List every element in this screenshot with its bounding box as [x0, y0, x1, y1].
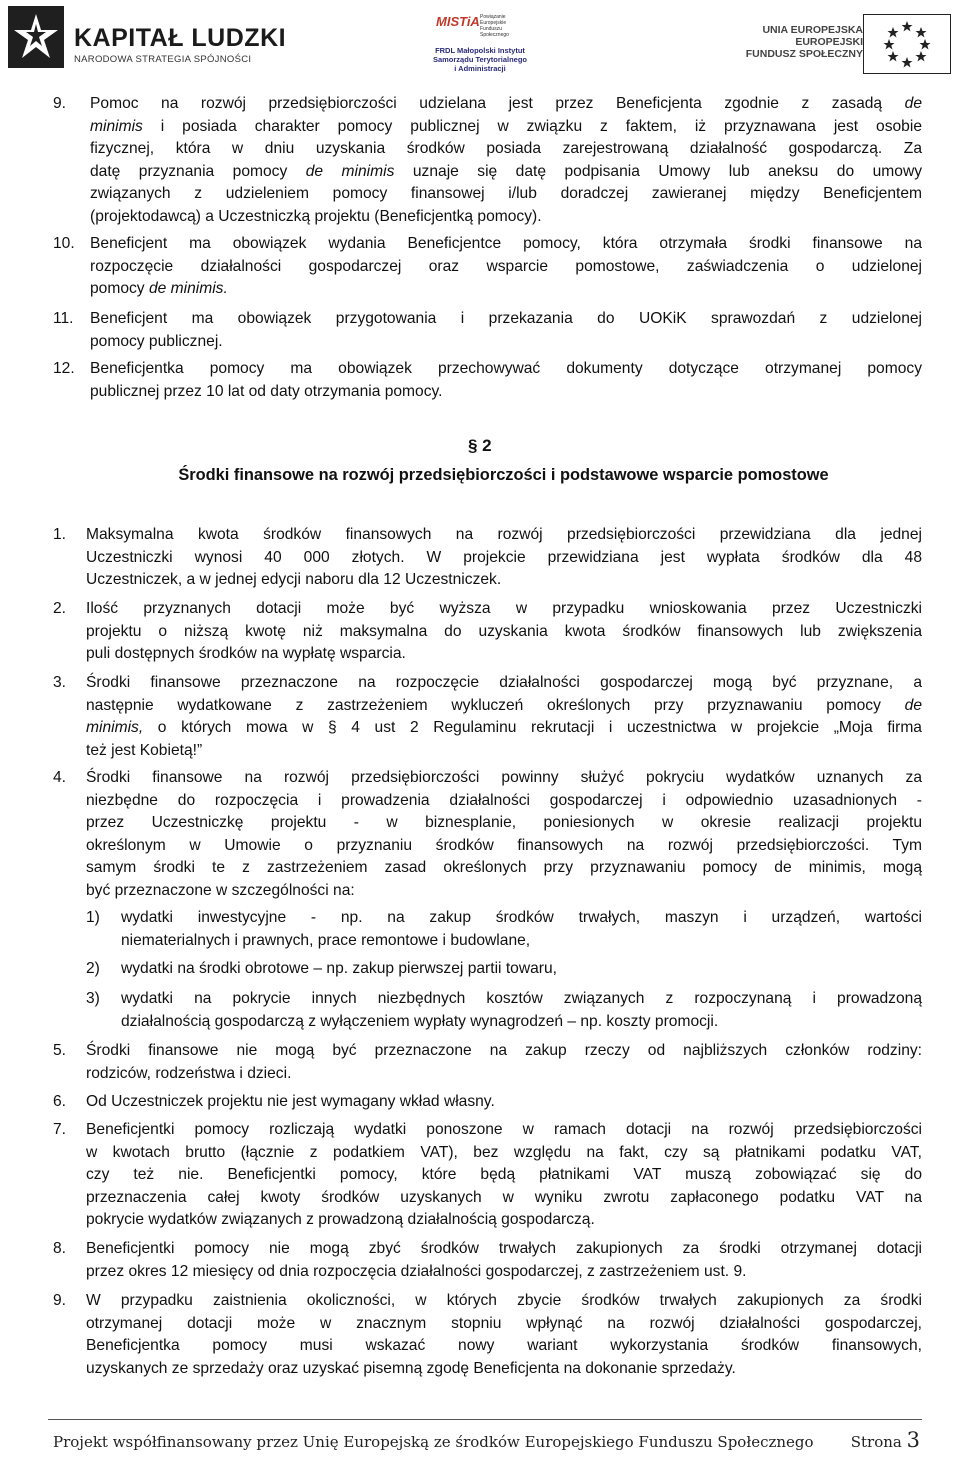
paragraph-line: fizycznej, która w dniu uzyskania środków posiada zarejestrowaną działalność gospodarczą. Za	[90, 140, 922, 158]
paragraph-line: samym środki te z zastrzeżeniem zasad określonych przy przyznawaniu pomocy de minimis, mogą	[86, 859, 922, 877]
italic-term: de minimis	[305, 162, 395, 180]
list-item	[86, 524, 922, 592]
paragraph-line: Beneficjentki pomocy nie mogą zbyć środków trwałych zakupionych za środki otrzymanej dotacji	[86, 1240, 922, 1257]
kapital-ludzki-title: KAPITAŁ LUDZKI	[74, 24, 287, 52]
text-run: następnie wydatkowane z zastrzeżeniem wykluczeń określonych przy przyznawaniu pomocy	[86, 696, 881, 714]
paragraph-line	[90, 278, 922, 301]
list-item	[86, 1238, 922, 1283]
mistia-institute-name	[430, 46, 530, 73]
italic-term: de	[904, 95, 922, 112]
text-run: datę przyznania pomocy	[90, 162, 288, 180]
text-run: pomocy	[90, 280, 145, 298]
list-number: 9.	[53, 95, 67, 112]
sublist-number: 1)	[86, 909, 100, 926]
paragraph-line: czy też nie. Beneficjentki pomocy, które będą płatnikami VAT muszą zobowiązać się do	[86, 1166, 922, 1184]
paragraph-line: projektu o niższą kwotę niż maksymalna do uzyskania kwota środków finansowych lub zwiększenia	[86, 622, 922, 640]
eu-line: UNIA EUROPEJSKA	[762, 24, 863, 36]
paragraph-line: Uczestniczki wynosi 40 000 złotych. W projekcie przewidziana jest wypłata środków dla 48	[86, 548, 922, 566]
paragraph-line: pokrycie wydatków związanych z prowadzoną działalnością gospodarczą.	[86, 1211, 595, 1229]
section-sign: § 2	[468, 436, 492, 455]
list-item	[90, 358, 922, 403]
italic-term: minimis	[90, 117, 143, 135]
paragraph-line: Beneficjentka pomocy musi wskazać nowy wariant wykorzystania środków finansowych,	[86, 1337, 922, 1355]
sublist-number: 2)	[86, 960, 100, 977]
mistia-line: Samorządu Terytorialnego	[432, 55, 528, 64]
paragraph-line: Środki finansowe na rozwój przedsiębiorczości powinny służyć pokryciu wydatków uznanych za	[86, 769, 922, 786]
paragraph-line	[90, 93, 922, 116]
list-item	[86, 1091, 922, 1114]
italic-term: minimis,	[86, 719, 144, 737]
paragraph-line: przez okres 12 miesięcy od dnia rozpoczęcia działalności gospodarczej, z zastrzeżeniem ust. 9.	[86, 1262, 747, 1280]
paragraph-line: uzyskanych ze sprzedaży oraz uzyskać pisemną zgodę Beneficjenta na dokonanie sprzedaży.	[86, 1359, 736, 1377]
paragraph-line: (projektodawcą) a Uczestniczką projektu (Beneficjentką pomocy).	[90, 207, 542, 225]
text-run: i posiada charakter pomocy publicznej w związku z faktem, iż przyznawana jest osobie	[142, 117, 922, 135]
mistia-name: MISTiA	[436, 14, 480, 29]
paragraph-line: przeznaczenia całej kwoty środków uzyskanych w wyniku zwrotu zapłaconego podatku VAT na	[86, 1188, 922, 1206]
mistia-line: i Administracji	[454, 64, 506, 73]
list-number: 1.	[53, 526, 67, 543]
list-item	[86, 598, 922, 666]
paragraph-line: wydatki na środki obrotowe – np. zakup pierwszej partii towaru,	[121, 960, 557, 977]
list-number: 8.	[53, 1240, 67, 1257]
italic-term: de	[904, 696, 922, 714]
list-item	[86, 1040, 922, 1085]
kapital-ludzki-star-icon	[8, 6, 64, 68]
paragraph-line: Ilość przyznanych dotacji może być wyższa w przypadku wnioskowania przez Uczestniczki	[86, 600, 922, 617]
paragraph-line: Beneficjent ma obowiązek wydania Beneficjentce pomocy, która otrzymała środki finansowe na	[90, 235, 922, 252]
list-number: 4.	[53, 769, 67, 786]
paragraph-line	[90, 116, 922, 139]
sublist-number: 3)	[86, 990, 100, 1007]
list-number: 9.	[53, 1292, 67, 1309]
sublist-item	[121, 907, 922, 952]
paragraph-line: puli dostępnych środków na wypłatę wsparcia.	[86, 645, 406, 663]
page-indicator	[851, 1428, 920, 1452]
paragraph-line: niezbędne do rozpoczęcia i prowadzenia działalności gospodarczej i odpowiednio uzasadnionych -	[86, 791, 922, 809]
list-item	[86, 767, 922, 903]
paragraph-line: wydatki na pokrycie innych niezbędnych kosztów związanych z rozpoczynaną i prowadzoną	[121, 990, 922, 1007]
paragraph-line: przez Uczestniczkę projektu - w biznesplanie, poniesionych w okresie realizacji projektu	[86, 814, 922, 832]
paragraph-line: Uczestniczek, a w jednej edycji naboru dla 12 Uczestniczek.	[86, 571, 502, 589]
list-number: 12.	[53, 360, 75, 377]
paragraph-line: rodziców, rodzeństwa i dzieci.	[86, 1064, 292, 1082]
paragraph-line: W przypadku zaistnienia okoliczności, w których zbycie środków trwałych zakupionych za środki	[86, 1292, 922, 1309]
paragraph-line: określonym w Umowie o przyznaniu środków finansowych na rozwój przedsiębiorczości. Tym	[86, 836, 922, 854]
footer-text: Projekt współfinansowany przez Unię Europejską ze środków Europejskiego Funduszu Społecznego	[53, 1433, 814, 1451]
list-item	[86, 672, 922, 762]
paragraph-line: Od Uczestniczek projektu nie jest wymagany wkład własny.	[86, 1093, 495, 1110]
list-item	[90, 308, 922, 353]
eu-logo	[740, 14, 955, 74]
page-label: Strona	[850, 1433, 902, 1451]
list-number: 5.	[53, 1042, 67, 1059]
eu-logo-text	[746, 24, 863, 60]
eu-line: FUNDUSZ SPOŁECZNY	[745, 48, 863, 60]
paragraph-line: otrzymanej dotacji może w znacznym stopniu wpłynąć na rozwój działalności gospodarczej,	[86, 1314, 922, 1332]
list-number: 3.	[53, 674, 67, 691]
list-number: 11.	[53, 310, 74, 327]
page-number: 3	[906, 1428, 920, 1452]
list-number: 7.	[53, 1121, 67, 1138]
paragraph-line: publicznej przez 10 lat od daty otrzymania pomocy.	[90, 382, 443, 400]
paragraph-line	[90, 161, 922, 184]
list-item	[86, 1119, 922, 1232]
kapital-ludzki-subtitle: NARODOWA STRATEGIA SPÓJNOŚCI	[74, 54, 252, 65]
list-number: 6.	[53, 1093, 67, 1110]
text-run: uznaje się datę podpisania Umowy lub aneksu do umowy	[412, 162, 923, 180]
paragraph-line: Maksymalna kwota środków finansowych na rozwój przedsiębiorczości przewidziana dla jednej	[86, 526, 922, 543]
mistia-logo	[420, 4, 530, 80]
sublist-item	[121, 958, 922, 981]
sublist-item	[121, 988, 922, 1033]
list-item	[86, 1290, 922, 1380]
list-number: 2.	[53, 600, 67, 617]
page-header	[0, 0, 960, 82]
paragraph-line: związanych z udzieleniem pomocy finansowej i/lub doradczej zawieranej między Beneficjentem	[90, 185, 922, 203]
paragraph-line: rozpoczęcie działalności gospodarczej oraz wsparcie pomostowe, zaświadczenia o udzielonej	[90, 257, 922, 275]
text-run: o których mowa w § 4 ust 2 Regulaminu rekrutacji i uczestnictwa w projekcie „Moja firma	[157, 719, 922, 737]
paragraph-line: w kwotach brutto (łącznie z podatkiem VAT), bez względu na fakt, czy są płatnikami podatku VAT,	[86, 1143, 922, 1161]
paragraph-line: działalnością gospodarczą z wyłączeniem wypłaty wynagrodzeń – np. koszty promocji.	[121, 1012, 719, 1030]
paragraph-line: wydatki inwestycyjne - np. na zakup środków trwałych, maszyn i urządzeń, wartości	[121, 909, 922, 926]
paragraph-line: też jest Kobietą!”	[86, 741, 203, 759]
paragraph-line: Beneficjentki pomocy rozliczają wydatki ponoszone w ramach dotacji na rozwój przedsiębiorczości	[86, 1121, 922, 1138]
text-run: Pomoc na rozwój przedsiębiorczości udzielana jest przez Beneficjenta zgodnie z zasadą	[90, 95, 883, 112]
kapital-ludzki-logo	[8, 6, 287, 68]
paragraph-line	[86, 717, 922, 740]
paragraph-line: Środki finansowe nie mogą być przeznaczone na zakup rzeczy od najbliższych członków rodziny:	[86, 1042, 922, 1059]
eu-line: EUROPEJSKI	[795, 36, 863, 48]
mistia-line: FRDL Małopolski Instytut	[435, 46, 525, 55]
list-item	[90, 93, 922, 229]
paragraph-line: niematerialnych i prawnych, prace remontowe i budowlane,	[121, 931, 531, 949]
paragraph-line: Beneficjentka pomocy ma obowiązek przechowywać dokumenty dotyczące otrzymanej pomocy	[90, 360, 922, 377]
paragraph-line: pomocy publicznej.	[90, 332, 223, 350]
paragraph-line: Beneficjent ma obowiązek przygotowania i przekazania do UOKiK sprawozdań z udzielonej	[90, 310, 922, 327]
footer-divider	[48, 1419, 922, 1420]
section-title: Środki finansowe na rozwój przedsiębiorczości i podstawowe wsparcie pomostowe	[178, 466, 829, 484]
mistia-small-text: Powiązanie Europejskie Funduszu Społecznego	[480, 14, 509, 38]
paragraph-line	[86, 695, 922, 718]
eu-flag-icon	[863, 14, 951, 74]
list-number: 10.	[53, 235, 75, 252]
paragraph-line: być przeznaczone w szczególności na:	[86, 881, 355, 899]
list-item	[90, 233, 922, 301]
italic-term: de minimis.	[148, 280, 228, 298]
paragraph-line: Środki finansowe przeznaczone na rozpoczęcie działalności gospodarczej mogą być przyznane, a	[86, 674, 922, 691]
